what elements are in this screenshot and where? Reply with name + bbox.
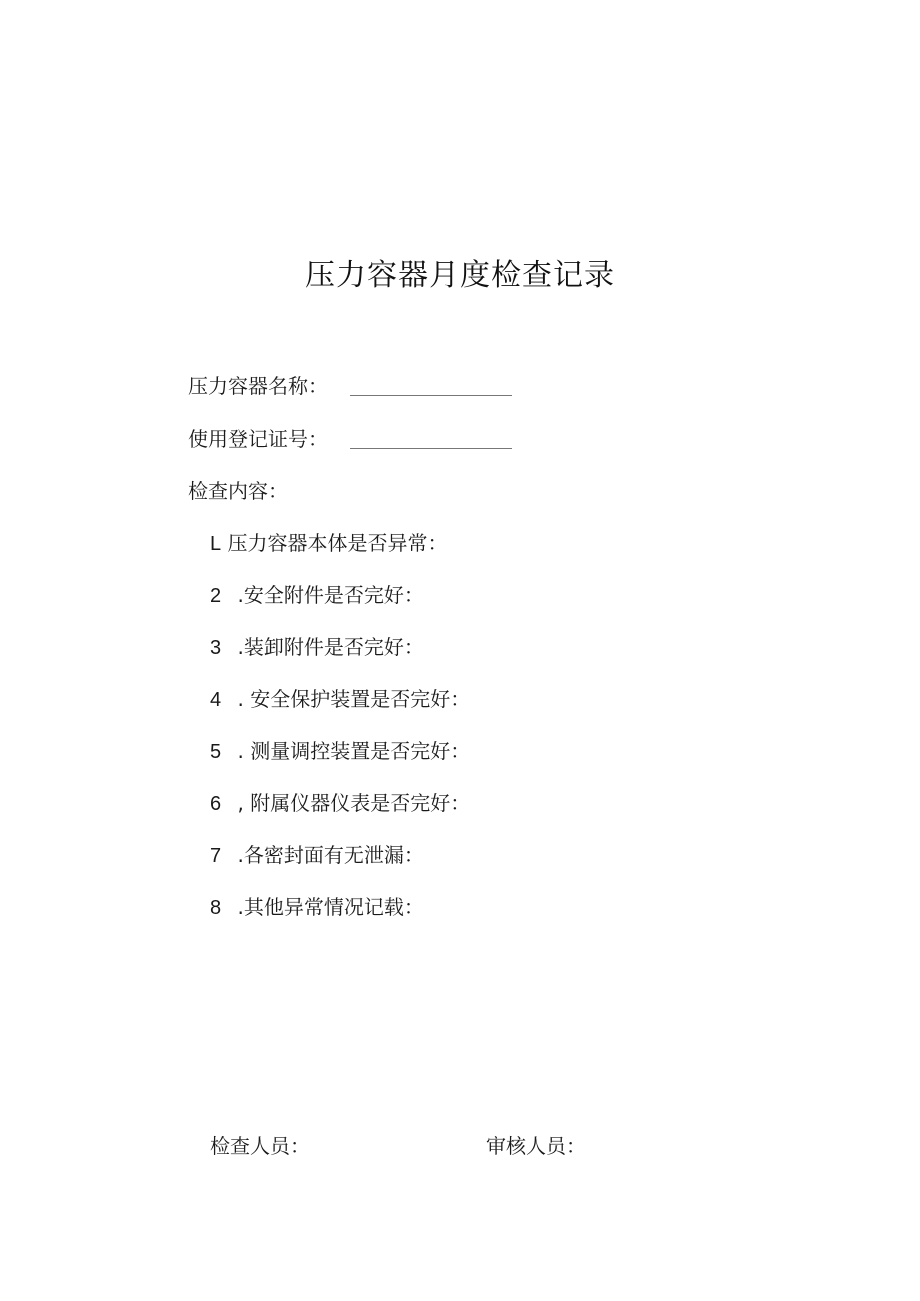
item-text: .其他异常情况记载：: [237, 895, 424, 919]
item-text: .装卸附件是否完好：: [237, 635, 424, 659]
registration-number-blank[interactable]: [350, 430, 512, 449]
item-number: 8: [210, 897, 222, 919]
item-number: 3: [210, 637, 222, 659]
item-text: 压力容器本体是否异常：: [227, 531, 448, 555]
reviewer-signature-label: 审核人员：: [486, 1134, 586, 1158]
document-title: 压力容器月度检查记录: [305, 258, 615, 293]
vessel-name-label: 压力容器名称：: [188, 374, 328, 398]
registration-number-label: 使用登记证号：: [188, 427, 328, 451]
inspection-content-label: 检查内容：: [188, 479, 288, 503]
item-number: 6: [210, 793, 222, 815]
item-text: . 测量调控装置是否完好：: [237, 739, 471, 763]
checklist-item-8: [210, 891, 424, 920]
checklist-item-5: [210, 735, 470, 764]
checklist-item-1: [210, 527, 447, 556]
item-number: 2: [210, 585, 222, 607]
checklist-item-4: [210, 683, 470, 712]
item-number: 5: [210, 741, 222, 763]
item-number: L: [210, 533, 222, 555]
vessel-name-field: [188, 370, 512, 399]
checklist-item-3: [210, 631, 424, 660]
checklist-item-7: [210, 839, 424, 868]
item-text: , 附属仪器仪表是否完好：: [237, 791, 471, 815]
registration-number-field: [188, 423, 512, 452]
item-number: 7: [210, 845, 222, 867]
item-text: .安全附件是否完好：: [237, 583, 424, 607]
checklist-item-2: [210, 579, 424, 608]
item-text: . 安全保护装置是否完好：: [237, 687, 471, 711]
item-number: 4: [210, 689, 222, 711]
inspector-signature-label: 检查人员：: [210, 1134, 310, 1158]
checklist-item-6: [210, 787, 470, 816]
item-text: .各密封面有无泄漏：: [237, 843, 424, 867]
vessel-name-blank[interactable]: [350, 377, 512, 396]
